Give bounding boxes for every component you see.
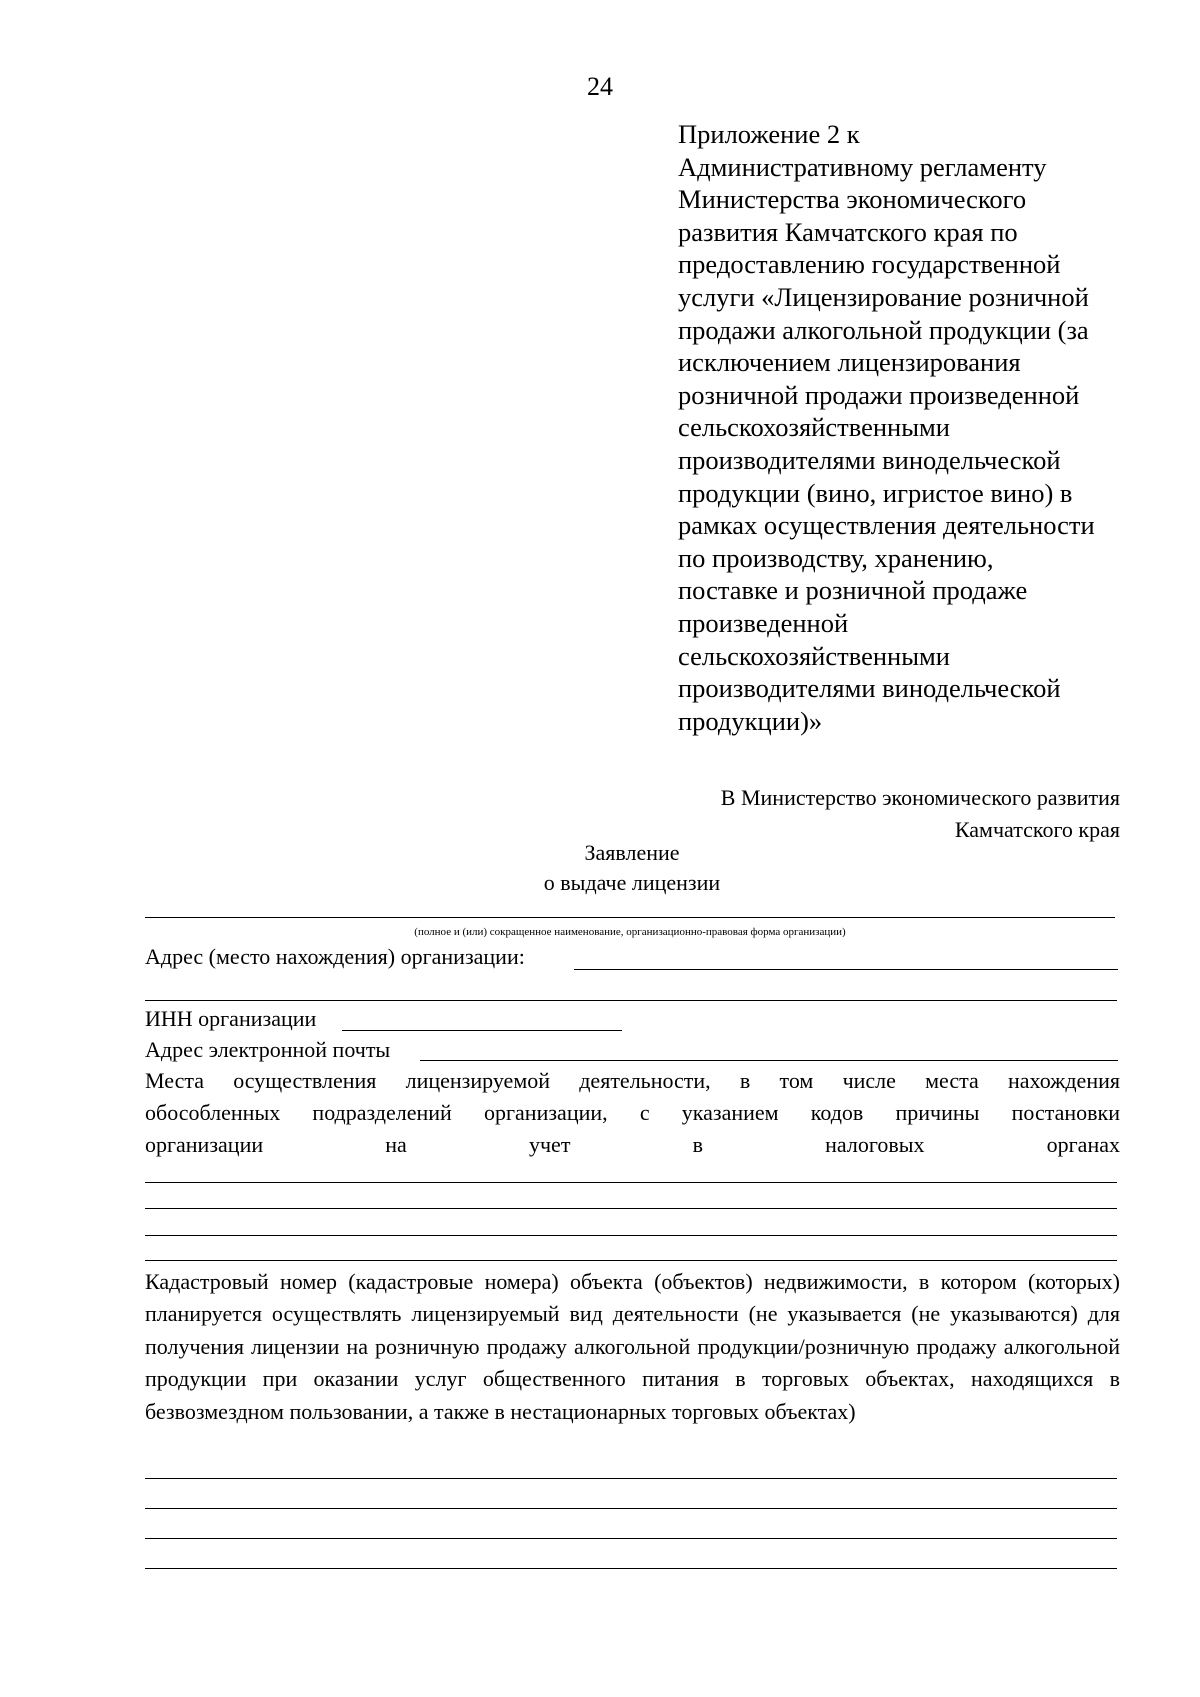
appendix-line: продажи алкогольной продукции (за	[678, 314, 1089, 345]
places-word: органах	[1046, 1132, 1120, 1157]
appendix-line: производителями винодельческой	[678, 673, 1061, 704]
appendix-line: развития Камчатского края по	[678, 216, 1018, 247]
appendix-line: по производству, хранению,	[678, 542, 994, 573]
appendix-line: сельскохозяйственными	[678, 412, 950, 443]
address-field-continued[interactable]	[145, 1000, 1117, 1001]
appendix-line: предоставлению государственной	[678, 249, 1061, 280]
appendix-line: производителями винодельческой	[678, 444, 1061, 475]
places-field-line[interactable]	[145, 1235, 1117, 1236]
places-text-line: Места осуществления лицензируемой деятельности, в том числе места нахождения	[145, 1068, 1120, 1093]
inn-label: ИНН организации	[145, 1006, 317, 1031]
document-title: Заявление	[584, 840, 680, 865]
places-field-line[interactable]	[145, 1182, 1117, 1183]
places-word: налоговых	[825, 1132, 925, 1157]
appendix-header	[678, 118, 1138, 737]
email-label: Адрес электронной почты	[145, 1037, 391, 1062]
places-field-line[interactable]	[145, 1208, 1117, 1209]
email-field[interactable]	[420, 1060, 1118, 1061]
places-word: учет	[528, 1132, 571, 1157]
document-subtitle: о выдаче лицензии	[543, 870, 721, 895]
appendix-line: Приложение 2 к	[678, 119, 860, 149]
page-number: 24	[587, 72, 613, 101]
address-label: Адрес (место нахождения) организации:	[145, 944, 525, 969]
places-word: в	[692, 1132, 703, 1157]
appendix-line: Административному регламенту	[678, 151, 1047, 182]
org-name-field[interactable]	[145, 917, 1115, 918]
cadastral-field-line[interactable]	[145, 1508, 1117, 1509]
cadastral-text: Кадастровый номер (кадастровые номера) объекта (объектов) недвижимости, в котором (которых) планируется осуществлять лицензируемый вид деятельности (не указывается (не указываются) для получения лицензии на розничную продажу алкогольной продукции/розничную продажу алкогольной продукции при оказании услуг общественного питания в торговых объектах, находящихся в безвозмездном пользовании, а также в нестационарных торговых объектах)	[145, 1269, 1120, 1424]
appendix-line: продукции (вино, игристое вино) в	[678, 477, 1073, 508]
org-name-caption: (полное и (или) сокращенное наименование, организационно-правовая форма организации)	[414, 926, 846, 938]
places-text-line: обособленных подразделений организации, с указанием кодов причины постановки	[145, 1100, 1120, 1125]
places-field-line[interactable]	[145, 1260, 1117, 1261]
cadastral-field-line[interactable]	[145, 1538, 1117, 1539]
cadastral-field-line[interactable]	[145, 1568, 1117, 1569]
appendix-line: сельскохозяйственными	[678, 640, 950, 671]
addressee-block	[600, 782, 1120, 846]
address-field[interactable]	[574, 969, 1118, 970]
appendix-line: исключением лицензирования	[678, 347, 1021, 378]
addressee-line: В Министерство экономического развития	[720, 785, 1120, 810]
appendix-line: продукции)»	[678, 705, 823, 736]
appendix-line: Министерства экономического	[678, 184, 1027, 215]
places-text-line	[145, 1129, 1120, 1161]
appendix-line: услуги «Лицензирование розничной	[678, 281, 1089, 312]
inn-field[interactable]	[342, 1030, 622, 1031]
places-word: организации	[145, 1132, 264, 1157]
cadastral-field-line[interactable]	[145, 1478, 1117, 1479]
places-word: на	[385, 1132, 407, 1157]
appendix-line: рамках осуществления деятельности	[678, 510, 1095, 541]
appendix-line: произведенной	[678, 607, 849, 638]
appendix-line: поставке и розничной продаже	[678, 575, 1028, 606]
addressee-line: Камчатского края	[954, 817, 1120, 842]
appendix-line: розничной продажи произведенной	[678, 379, 1080, 410]
